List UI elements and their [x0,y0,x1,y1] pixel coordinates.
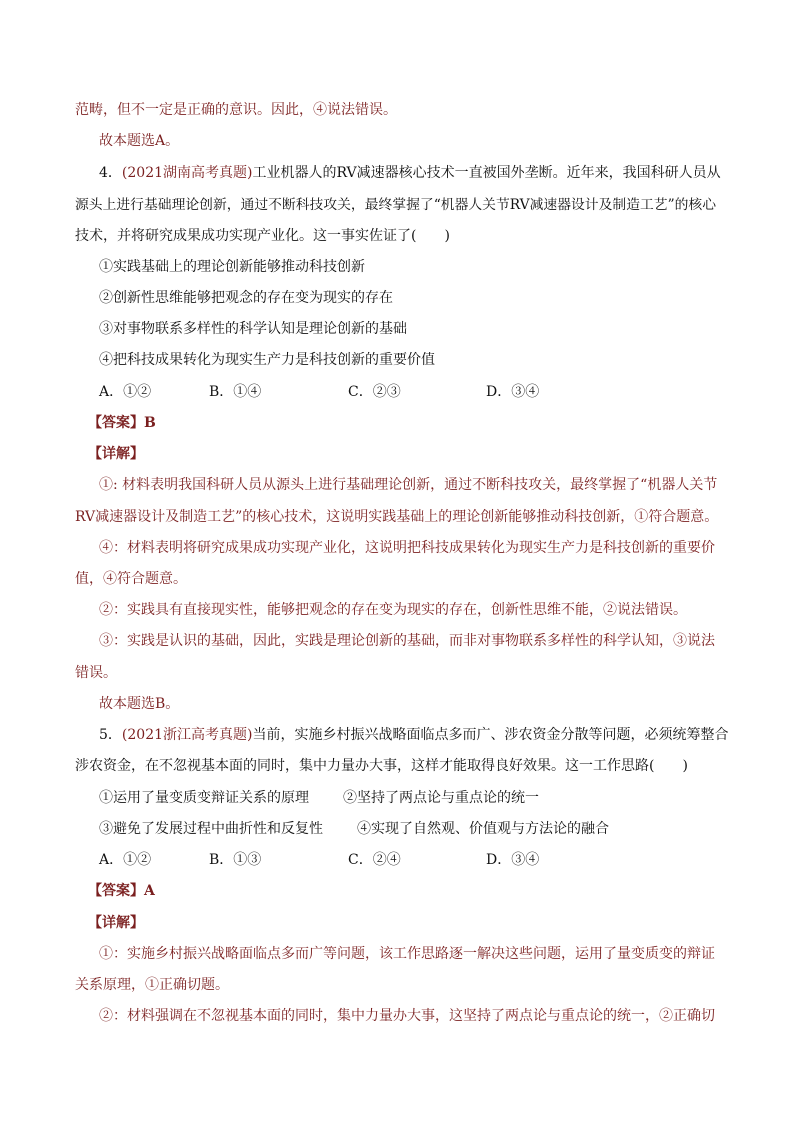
q5-detail-2: 关系原理，①正确切题。 [75,977,229,993]
q5-number: 5． [99,727,122,743]
q5-detail-1: ①：实施乡村振兴战略面临点多而广等问题，该工作思路逐一解决这些问题，运用了量变质变的辩证 [99,946,715,962]
q4-stem-text-1: 工业机器人的RV减速器核心技术一直被国外垄断。近年来，我国科研人员从 [252,165,721,181]
q5-source: (2021浙江高考真题) [121,727,253,743]
q4-conclusion: 故本题选B。 [99,696,180,712]
q4-detail-3: ④：材料表明将研究成果成功实现产业化，这说明把科技成果转化为现实生产力是科技创新的重要价 [99,540,715,556]
q5-option-a: A．①② [99,852,152,868]
q4-source: (2021湖南高考真题) [121,165,253,181]
q4-detail-4: 值，④符合题意。 [75,571,187,587]
q4-detail-label: 【详解】 [88,446,144,462]
q4-statement-3: ③对事物联系多样性的科学认知是理论创新的基础 [99,321,407,337]
q4-option-c: C．②③ [348,384,401,400]
q4-detail-6: ③：实践是认识的基础，因此，实践是理论创新的基础，而非对事物联系多样性的科学认知，③说法 [99,633,715,649]
q4-answer: 【答案】B [88,415,156,431]
q5-stem-line-2: 涉农资金，在不忽视基本面的同时，集中力量办大事，这样才能取得良好效果。这一工作思路( ) [75,758,688,774]
q5-option-b: B．①③ [209,852,262,868]
q5-stem-line-1 [99,725,728,745]
q4-stem-line-3: 技术，并将研究成果成功实现产业化。这一事实佐证了( ) [75,228,450,244]
q4-number: 4． [99,165,122,181]
q5-statement-2: ②坚持了两点论与重点论的统一 [343,790,539,806]
carryover-line-1: 范畴，但不一定是正确的意识。因此，④说法错误。 [75,102,397,118]
q4-option-b: B．①④ [209,384,262,400]
q4-statement-4: ④把科技成果转化为现实生产力是科技创新的重要价值 [99,352,435,368]
q4-stem-line-1 [99,163,721,183]
q4-detail-7: 错误。 [75,665,117,681]
q4-detail-5: ②：实践具有直接现实性，能够把观念的存在变为现实的存在，创新性思维不能，②说法错误。 [99,602,687,618]
q5-statement-4: ④实现了自然观、价值观与方法论的融合 [357,821,609,837]
q5-detail-3: ②：材料强调在不忽视基本面的同时，集中力量办大事，这坚持了两点论与重点论的统一，②正确切 [99,1008,715,1024]
q4-detail-2: RV减速器设计及制造工艺”的核心技术，这说明实践基础上的理论创新能够推动科技创新，①符合题意。 [75,509,719,525]
q4-statement-2: ②创新性思维能够把观念的存在变为现实的存在 [99,290,393,306]
q5-statement-1: ①运用了量变质变辩证关系的原理 [99,790,309,806]
q5-detail-label: 【详解】 [88,915,144,931]
q4-option-a: A．①② [99,384,152,400]
q4-option-d: D．③④ [486,384,540,400]
q4-detail-1: ①: 材料表明我国科研人员从源头上进行基础理论创新，通过不断科技攻关，最终掌握了“机器人关节 [99,477,718,493]
q5-stem-text-1: 当前，实施乡村振兴战略面临点多而广、涉农资金分散等问题，必须统筹整合 [252,727,729,743]
carryover-conclusion: 故本题选A。 [99,133,180,149]
q4-statement-1: ①实践基础上的理论创新能够推动科技创新 [99,259,365,275]
q5-option-c: C．②④ [348,852,401,868]
q5-statement-3: ③避免了发展过程中曲折性和反复性 [99,821,323,837]
q5-answer: 【答案】A [88,883,155,899]
q4-stem-line-2: 源头上进行基础理论创新，通过不断科技攻关，最终掌握了“机器人关节RV减速器设计及制造工艺”的核心 [75,197,717,213]
q5-option-d: D．③④ [486,852,540,868]
